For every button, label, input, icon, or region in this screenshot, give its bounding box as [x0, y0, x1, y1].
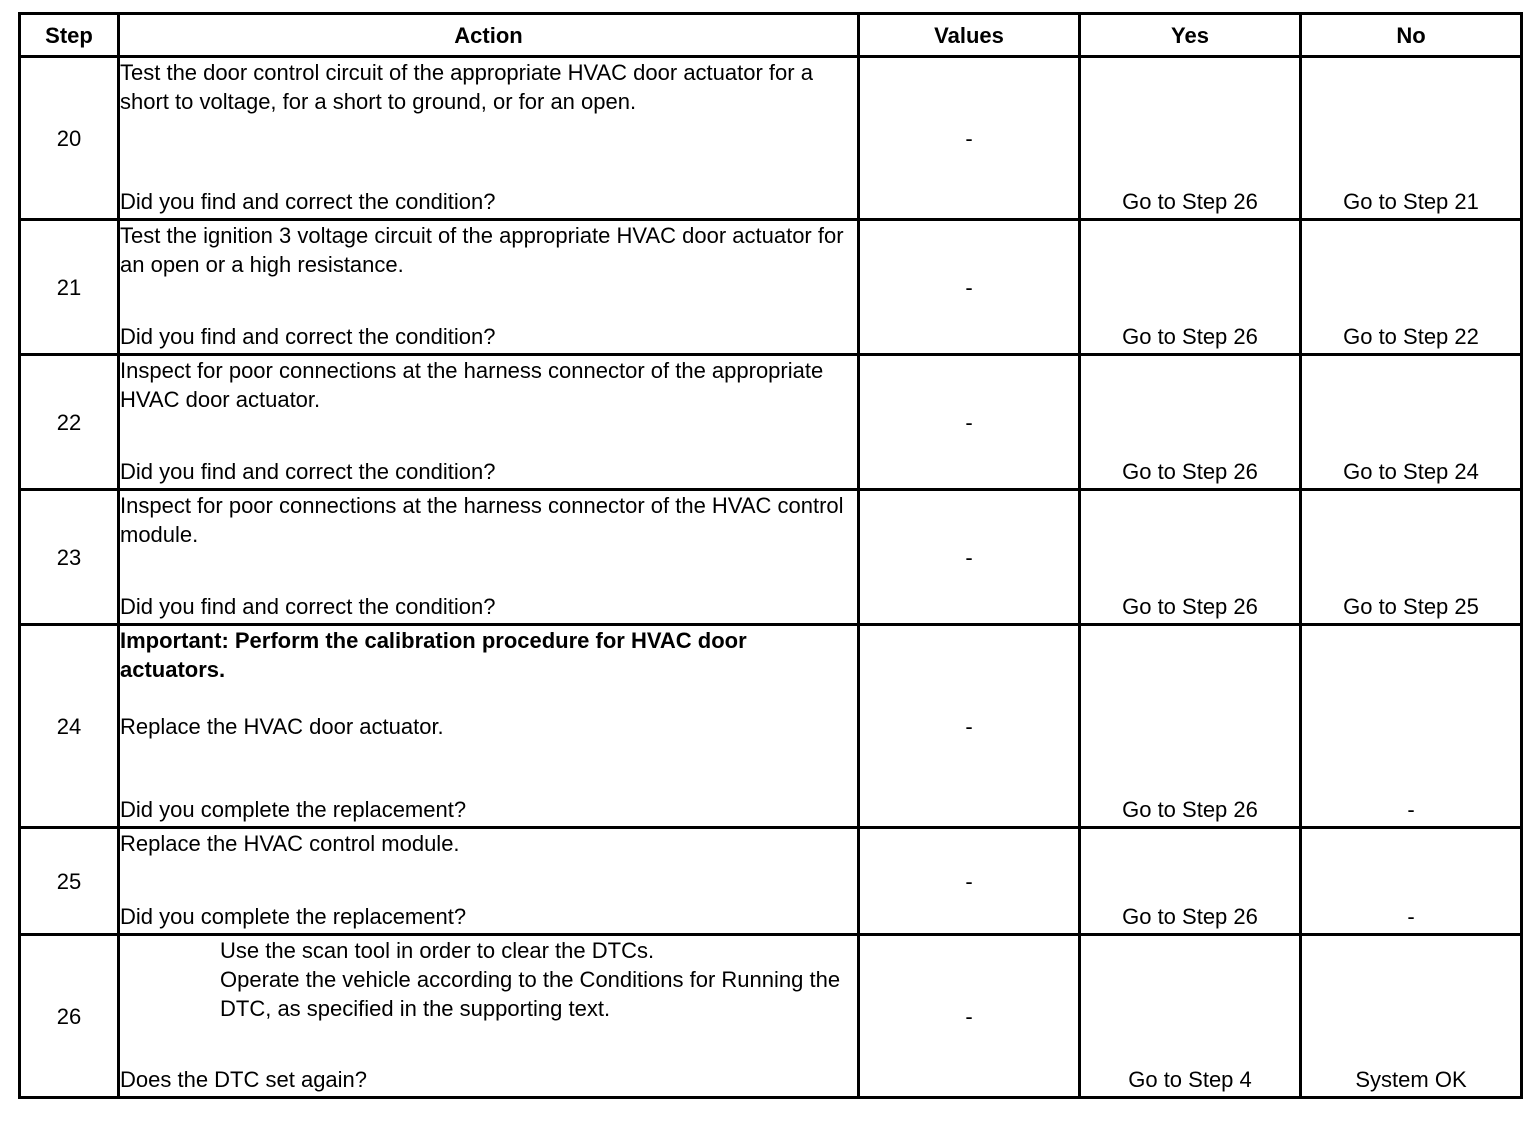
step-number: 26: [20, 935, 119, 1098]
yes-cell: [1080, 935, 1301, 1098]
no-text: Go to Step 24: [1343, 459, 1479, 484]
header-values: Values: [859, 14, 1080, 57]
action-cell: [119, 828, 859, 935]
no-text: -: [1407, 797, 1415, 822]
table-header-row: [20, 14, 1522, 57]
no-text: System OK: [1355, 1067, 1467, 1092]
step-number: 21: [20, 220, 119, 355]
yes-text: Go to Step 26: [1122, 594, 1258, 619]
yes-text: Go to Step 4: [1128, 1067, 1252, 1092]
values-cell: -: [859, 490, 1080, 625]
action-text: Test the ignition 3 voltage circuit of the appropriate HVAC door actuator for an open or a high resistance.: [120, 223, 844, 277]
action-cell: [119, 490, 859, 625]
header-step: Step: [20, 14, 119, 57]
no-text: Go to Step 25: [1343, 594, 1479, 619]
no-text: -: [1407, 904, 1415, 929]
header-no: No: [1301, 14, 1522, 57]
yes-text: Go to Step 26: [1122, 797, 1258, 822]
action-cell: [119, 935, 859, 1098]
action-text: Replace the HVAC door actuator.: [120, 714, 444, 739]
values-cell: -: [859, 625, 1080, 828]
action-question: Does the DTC set again?: [120, 1067, 368, 1092]
action-text: Replace the HVAC control module.: [120, 831, 460, 856]
values-cell: -: [859, 57, 1080, 220]
yes-text: Go to Step 26: [1122, 324, 1258, 349]
step-number: 20: [20, 57, 119, 220]
no-text: Go to Step 22: [1343, 324, 1479, 349]
yes-text: Go to Step 26: [1122, 904, 1258, 929]
no-cell: [1301, 355, 1522, 490]
action-cell: [119, 625, 859, 828]
action-text-line1: Use the scan tool in order to clear the DTCs.: [220, 938, 655, 963]
no-cell: [1301, 490, 1522, 625]
table-row: [20, 935, 1522, 1098]
no-cell: [1301, 57, 1522, 220]
table-row: [20, 490, 1522, 625]
action-question: Did you complete the replacement?: [120, 904, 467, 929]
no-cell: [1301, 935, 1522, 1098]
no-cell: [1301, 828, 1522, 935]
action-question: Did you complete the replacement?: [120, 797, 467, 822]
yes-cell: [1080, 490, 1301, 625]
values-cell: -: [859, 828, 1080, 935]
step-number: 23: [20, 490, 119, 625]
yes-cell: [1080, 828, 1301, 935]
yes-cell: [1080, 355, 1301, 490]
action-cell: [119, 355, 859, 490]
values-cell: -: [859, 935, 1080, 1098]
values-cell: -: [859, 355, 1080, 490]
yes-text: Go to Step 26: [1122, 189, 1258, 214]
yes-cell: [1080, 220, 1301, 355]
action-text-line2: Operate the vehicle according to the Conditions for Running the DTC, as specified in the supporting text.: [220, 967, 841, 1021]
step-number: 24: [20, 625, 119, 828]
action-question: Did you find and correct the condition?: [120, 594, 496, 619]
yes-cell: [1080, 57, 1301, 220]
action-question: Did you find and correct the condition?: [120, 189, 496, 214]
diagnostic-table: [18, 12, 1523, 1099]
action-text: Inspect for poor connections at the harness connector of the appropriate HVAC door actuator.: [120, 358, 824, 412]
action-text: Test the door control circuit of the appropriate HVAC door actuator for a short to voltage, for a short to ground, or for an open.: [120, 60, 813, 114]
table-row: [20, 57, 1522, 220]
action-cell: [119, 220, 859, 355]
header-action: Action: [119, 14, 859, 57]
action-text: Inspect for poor connections at the harness connector of the HVAC control module.: [120, 493, 844, 547]
action-question: Did you find and correct the condition?: [120, 324, 496, 349]
important-note: Important: Perform the calibration procedure for HVAC door actuators.: [120, 628, 747, 682]
yes-cell: [1080, 625, 1301, 828]
no-text: Go to Step 21: [1343, 189, 1479, 214]
table-row: [20, 220, 1522, 355]
table-row: [20, 625, 1522, 828]
action-question: Did you find and correct the condition?: [120, 459, 496, 484]
table-row: [20, 355, 1522, 490]
no-cell: [1301, 625, 1522, 828]
step-number: 22: [20, 355, 119, 490]
table-row: [20, 828, 1522, 935]
action-cell: [119, 57, 859, 220]
no-cell: [1301, 220, 1522, 355]
step-number: 25: [20, 828, 119, 935]
values-cell: -: [859, 220, 1080, 355]
yes-text: Go to Step 26: [1122, 459, 1258, 484]
header-yes: Yes: [1080, 14, 1301, 57]
